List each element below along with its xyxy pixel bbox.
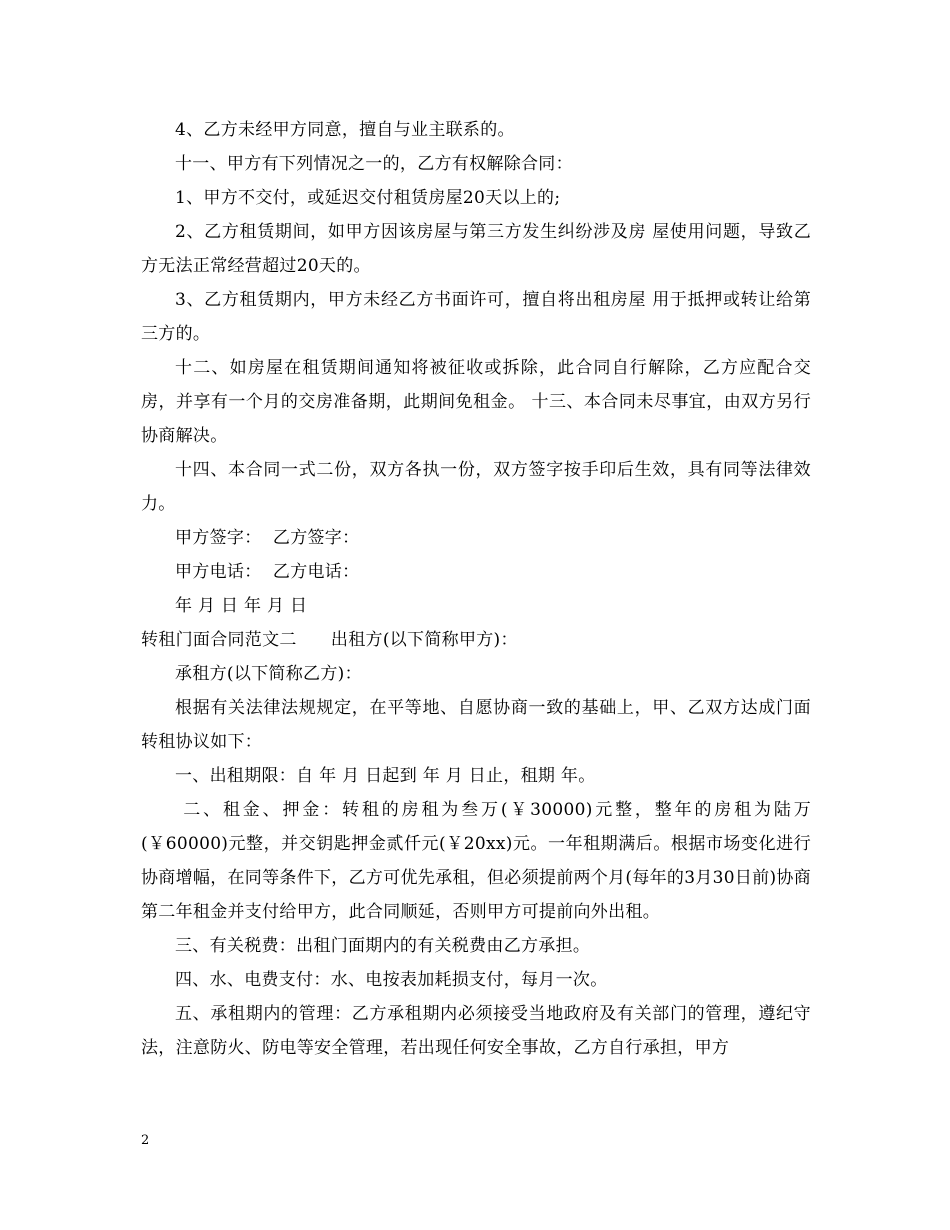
phone-line: 甲方电话： 乙方电话： xyxy=(175,562,360,582)
paragraph-clause-12-13: 十二、如房屋在租赁期间通知将被征收或拆除，此合同自行解除，乙方应配合交房，并享有一个月的交房准备期，此期间免租金。 十三、本合同未尽事宜，由双方另行协商解决。 xyxy=(141,358,811,446)
rent-deposit-clause: 二、租金、押金：转租的房租为叁万(￥30000)元整，整年的房租为陆万(￥60000)元整，并交钥匙押金贰仟元(￥20xx)元。一年租期满后。根据市场变化进行协商增幅，在同等条件下，乙方可优先承租，但必须提前两个月(每年的3月30日前)协商第二年租金并支付给甲方，此合同顺延，否则甲方可提前向外出租。 xyxy=(141,800,812,922)
paragraph-clause-11-3: 3、乙方租赁期内，甲方未经乙方书面许可，擅自将出租房屋 用于抵押或转让给第三方的。 xyxy=(141,290,811,344)
paragraph-clause-11-heading: 十一、甲方有下列情况之一的，乙方有权解除合同： xyxy=(175,154,573,174)
paragraph-clause-14: 十四、本合同一式二份，双方各执一份，双方签字按手印后生效，具有同等法律效力。 xyxy=(141,460,811,514)
lessee-line: 承租方(以下简称乙方)： xyxy=(175,664,362,684)
taxes-clause: 三、有关税费：出租门面期内的有关税费由乙方承担。 xyxy=(175,936,591,956)
paragraph-clause-11-2: 2、乙方租赁期间，如甲方因该房屋与第三方发生纠纷涉及房 屋使用问题，导致乙方无法正常经营超过20天的。 xyxy=(141,222,811,276)
paragraph-clause-11-1: 1、甲方不交付，或延迟交付租赁房屋20天以上的; xyxy=(175,188,561,208)
preamble-paragraph: 根据有关法律法规规定，在平等地、自愿协商一致的基础上，甲、乙双方达成门面转租协议如下： xyxy=(141,698,811,752)
utilities-clause: 四、水、电费支付：水、电按表加耗损支付，每月一次。 xyxy=(175,970,608,990)
date-line: 年 月 日 年 月 日 xyxy=(175,596,308,616)
term-clause: 一、出租期限：自 年 月 日起到 年 月 日止，租期 年。 xyxy=(175,766,596,786)
management-clause: 五、承租期内的管理：乙方承租期内必须接受当地政府及有关部门的管理，遵纪守法，注意防火、防电等安全管理，若出现任何安全事故，乙方自行承担，甲方 xyxy=(141,1004,811,1058)
signature-line: 甲方签字： 乙方签字： xyxy=(175,528,360,548)
section-title-line: 转租门面合同范文二 出租方(以下简称甲方)： xyxy=(141,630,518,650)
document-body xyxy=(141,113,811,1065)
page-number: 2 xyxy=(141,1133,150,1148)
paragraph-clause-10-4: 4、乙方未经甲方同意，擅自与业主联系的。 xyxy=(175,120,515,140)
